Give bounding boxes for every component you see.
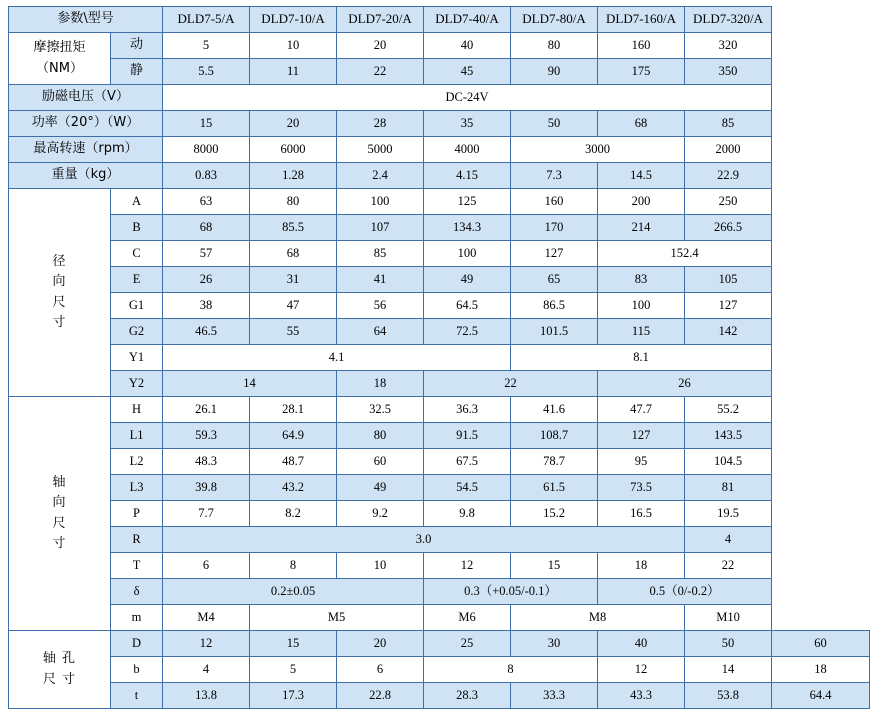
cell-Y1-0: 4.1 xyxy=(163,345,511,371)
cell-A-1: 80 xyxy=(250,189,337,215)
cell-b-0: 4 xyxy=(163,657,250,683)
specification-table xyxy=(8,6,870,709)
cell-L3-5: 73.5 xyxy=(598,475,685,501)
cell-D-3: 25 xyxy=(424,631,511,657)
row-dim-H xyxy=(9,397,870,423)
label-dim-E: E xyxy=(111,267,163,293)
cell-A-0: 63 xyxy=(163,189,250,215)
cell-D-0: 12 xyxy=(163,631,250,657)
cell-B-3: 134.3 xyxy=(424,215,511,241)
header-model-2: DLD7-20/A xyxy=(337,7,424,33)
cell-stat-4: 90 xyxy=(511,59,598,85)
cell-B-4: 170 xyxy=(511,215,598,241)
cell-dyn-3: 40 xyxy=(424,33,511,59)
cell-P-6: 19.5 xyxy=(685,501,772,527)
cell-L2-5: 95 xyxy=(598,449,685,475)
cell-T-5: 18 xyxy=(598,553,685,579)
cell-pow-6: 85 xyxy=(685,111,772,137)
cell-t-4: 33.3 xyxy=(511,683,598,709)
row-dim-Y1 xyxy=(9,345,870,371)
radial-label-2: 尺 xyxy=(52,294,67,310)
cell-b-3: 8 xyxy=(424,657,598,683)
cell-D-2: 20 xyxy=(337,631,424,657)
cell-D-4: 30 xyxy=(511,631,598,657)
row-dim-t xyxy=(9,683,870,709)
cell-Y2-3: 26 xyxy=(598,371,772,397)
cell-dyn-2: 20 xyxy=(337,33,424,59)
row-dim-R xyxy=(9,527,870,553)
row-dim-A xyxy=(9,189,870,215)
cell-G1-6: 127 xyxy=(685,293,772,319)
cell-b-2: 6 xyxy=(337,657,424,683)
cell-B-6: 266.5 xyxy=(685,215,772,241)
cell-T-0: 6 xyxy=(163,553,250,579)
label-dim-T: T xyxy=(111,553,163,579)
row-dim-b xyxy=(9,657,870,683)
friction-torque-line1: 摩擦扭矩 xyxy=(33,40,86,56)
axial-label-2: 尺 xyxy=(52,515,67,531)
cell-stat-3: 45 xyxy=(424,59,511,85)
cell-L1-5: 127 xyxy=(598,423,685,449)
row-friction-torque-dynamic xyxy=(9,33,870,59)
row-max-speed xyxy=(9,137,870,163)
cell-P-4: 15.2 xyxy=(511,501,598,527)
label-dim-delta: δ xyxy=(111,579,163,605)
row-weight xyxy=(9,163,870,189)
cell-P-1: 8.2 xyxy=(250,501,337,527)
cell-L3-3: 54.5 xyxy=(424,475,511,501)
cell-B-0: 68 xyxy=(163,215,250,241)
cell-C-3: 100 xyxy=(424,241,511,267)
header-model-1: DLD7-10/A xyxy=(250,7,337,33)
cell-E-5: 83 xyxy=(598,267,685,293)
header-model-3: DLD7-40/A xyxy=(424,7,511,33)
cell-L2-6: 104.5 xyxy=(685,449,772,475)
cell-spd-4: 3000 xyxy=(511,137,685,163)
row-dim-C xyxy=(9,241,870,267)
row-power xyxy=(9,111,870,137)
cell-H-1: 28.1 xyxy=(250,397,337,423)
cell-t-2: 22.8 xyxy=(337,683,424,709)
cell-L1-3: 91.5 xyxy=(424,423,511,449)
header-param-model: 参数\型号 xyxy=(9,7,163,33)
cell-D-7: 60 xyxy=(772,631,870,657)
cell-L1-4: 108.7 xyxy=(511,423,598,449)
bore-label-line2: 尺 寸 xyxy=(42,671,77,687)
cell-pow-5: 68 xyxy=(598,111,685,137)
label-dynamic: 动 xyxy=(111,33,163,59)
label-dim-L1: L1 xyxy=(111,423,163,449)
label-max-speed: 最高转速（rpm） xyxy=(9,137,163,163)
cell-G1-0: 38 xyxy=(163,293,250,319)
cell-G2-6: 142 xyxy=(685,319,772,345)
axial-label-0: 轴 xyxy=(52,475,67,491)
cell-H-6: 55.2 xyxy=(685,397,772,423)
cell-delta-1: 0.3（+0.05/-0.1） xyxy=(424,579,598,605)
cell-H-0: 26.1 xyxy=(163,397,250,423)
group-axial-dimensions xyxy=(9,397,111,631)
cell-E-6: 105 xyxy=(685,267,772,293)
cell-B-2: 107 xyxy=(337,215,424,241)
label-dim-A: A xyxy=(111,189,163,215)
cell-D-5: 40 xyxy=(598,631,685,657)
cell-m-0: M4 xyxy=(163,605,250,631)
cell-L1-6: 143.5 xyxy=(685,423,772,449)
group-bore-dimensions xyxy=(9,631,111,709)
cell-t-6: 53.8 xyxy=(685,683,772,709)
cell-wt-3: 4.15 xyxy=(424,163,511,189)
cell-A-4: 160 xyxy=(511,189,598,215)
cell-m-3: M8 xyxy=(511,605,685,631)
cell-G2-5: 115 xyxy=(598,319,685,345)
cell-Y2-2: 22 xyxy=(424,371,598,397)
header-model-6: DLD7-320/A xyxy=(685,7,772,33)
cell-B-5: 214 xyxy=(598,215,685,241)
header-model-0: DLD7-5/A xyxy=(163,7,250,33)
cell-D-1: 15 xyxy=(250,631,337,657)
row-dim-Y2 xyxy=(9,371,870,397)
label-weight: 重量（kg） xyxy=(9,163,163,189)
label-dim-Y2: Y2 xyxy=(111,371,163,397)
cell-R-0: 3.0 xyxy=(163,527,685,553)
cell-L1-1: 64.9 xyxy=(250,423,337,449)
row-dim-L3 xyxy=(9,475,870,501)
cell-wt-6: 22.9 xyxy=(685,163,772,189)
cell-wt-2: 2.4 xyxy=(337,163,424,189)
cell-C-1: 68 xyxy=(250,241,337,267)
label-power: 功率（20°）（W） xyxy=(9,111,163,137)
cell-stat-1: 11 xyxy=(250,59,337,85)
cell-L3-0: 39.8 xyxy=(163,475,250,501)
cell-D-6: 50 xyxy=(685,631,772,657)
cell-H-2: 32.5 xyxy=(337,397,424,423)
cell-G1-4: 86.5 xyxy=(511,293,598,319)
cell-C-5: 152.4 xyxy=(598,241,772,267)
label-dim-C: C xyxy=(111,241,163,267)
cell-dyn-6: 320 xyxy=(685,33,772,59)
cell-pow-0: 15 xyxy=(163,111,250,137)
cell-m-4: M10 xyxy=(685,605,772,631)
cell-dyn-5: 160 xyxy=(598,33,685,59)
cell-P-2: 9.2 xyxy=(337,501,424,527)
cell-delta-2: 0.5（0/-0.2） xyxy=(598,579,772,605)
cell-A-3: 125 xyxy=(424,189,511,215)
cell-E-1: 31 xyxy=(250,267,337,293)
row-dim-L2 xyxy=(9,449,870,475)
table-header-row xyxy=(9,7,870,33)
cell-spd-1: 6000 xyxy=(250,137,337,163)
cell-b-1: 5 xyxy=(250,657,337,683)
bore-label-line1: 轴 孔 xyxy=(42,651,77,667)
row-dim-m xyxy=(9,605,870,631)
label-dim-b: b xyxy=(111,657,163,683)
cell-G1-1: 47 xyxy=(250,293,337,319)
cell-L2-2: 60 xyxy=(337,449,424,475)
cell-m-2: M6 xyxy=(424,605,511,631)
cell-T-3: 12 xyxy=(424,553,511,579)
cell-L3-1: 43.2 xyxy=(250,475,337,501)
cell-T-1: 8 xyxy=(250,553,337,579)
cell-t-0: 13.8 xyxy=(163,683,250,709)
cell-G2-1: 55 xyxy=(250,319,337,345)
cell-excitation-voltage: DC-24V xyxy=(163,85,772,111)
cell-b-6: 18 xyxy=(772,657,870,683)
cell-t-1: 17.3 xyxy=(250,683,337,709)
row-excitation-voltage xyxy=(9,85,870,111)
row-dim-P xyxy=(9,501,870,527)
row-dim-delta xyxy=(9,579,870,605)
label-dim-L2: L2 xyxy=(111,449,163,475)
radial-label-0: 径 xyxy=(52,254,67,270)
cell-spd-5: 2000 xyxy=(685,137,772,163)
cell-pow-3: 35 xyxy=(424,111,511,137)
row-dim-G1 xyxy=(9,293,870,319)
cell-E-3: 49 xyxy=(424,267,511,293)
cell-t-7: 64.4 xyxy=(772,683,870,709)
cell-A-6: 250 xyxy=(685,189,772,215)
label-dim-B: B xyxy=(111,215,163,241)
cell-G1-3: 64.5 xyxy=(424,293,511,319)
label-dim-L3: L3 xyxy=(111,475,163,501)
cell-stat-2: 22 xyxy=(337,59,424,85)
label-dim-D: D xyxy=(111,631,163,657)
cell-t-5: 43.3 xyxy=(598,683,685,709)
cell-G1-2: 56 xyxy=(337,293,424,319)
cell-t-3: 28.3 xyxy=(424,683,511,709)
cell-dyn-1: 10 xyxy=(250,33,337,59)
row-dim-B xyxy=(9,215,870,241)
cell-E-0: 26 xyxy=(163,267,250,293)
label-dim-R: R xyxy=(111,527,163,553)
cell-R-1: 4 xyxy=(685,527,772,553)
cell-E-4: 65 xyxy=(511,267,598,293)
cell-P-0: 7.7 xyxy=(163,501,250,527)
label-dim-G1: G1 xyxy=(111,293,163,319)
cell-dyn-0: 5 xyxy=(163,33,250,59)
cell-stat-0: 5.5 xyxy=(163,59,250,85)
cell-G2-4: 101.5 xyxy=(511,319,598,345)
cell-L2-4: 78.7 xyxy=(511,449,598,475)
label-dim-G2: G2 xyxy=(111,319,163,345)
cell-delta-0: 0.2±0.05 xyxy=(163,579,424,605)
cell-wt-5: 14.5 xyxy=(598,163,685,189)
label-dim-t: t xyxy=(111,683,163,709)
cell-H-3: 36.3 xyxy=(424,397,511,423)
cell-T-6: 22 xyxy=(685,553,772,579)
cell-L3-2: 49 xyxy=(337,475,424,501)
cell-L1-0: 59.3 xyxy=(163,423,250,449)
label-static: 静 xyxy=(111,59,163,85)
cell-wt-1: 1.28 xyxy=(250,163,337,189)
cell-stat-6: 350 xyxy=(685,59,772,85)
cell-T-2: 10 xyxy=(337,553,424,579)
row-dim-D xyxy=(9,631,870,657)
cell-A-5: 200 xyxy=(598,189,685,215)
cell-L3-4: 61.5 xyxy=(511,475,598,501)
cell-G2-0: 46.5 xyxy=(163,319,250,345)
row-dim-L1 xyxy=(9,423,870,449)
cell-G2-3: 72.5 xyxy=(424,319,511,345)
cell-Y1-1: 8.1 xyxy=(511,345,772,371)
label-dim-P: P xyxy=(111,501,163,527)
cell-P-5: 16.5 xyxy=(598,501,685,527)
cell-L2-1: 48.7 xyxy=(250,449,337,475)
cell-Y2-1: 18 xyxy=(337,371,424,397)
cell-pow-2: 28 xyxy=(337,111,424,137)
cell-pow-4: 50 xyxy=(511,111,598,137)
label-dim-m: m xyxy=(111,605,163,631)
cell-dyn-4: 80 xyxy=(511,33,598,59)
cell-Y2-0: 14 xyxy=(163,371,337,397)
cell-G2-2: 64 xyxy=(337,319,424,345)
cell-wt-0: 0.83 xyxy=(163,163,250,189)
cell-pow-1: 20 xyxy=(250,111,337,137)
cell-H-5: 47.7 xyxy=(598,397,685,423)
cell-C-4: 127 xyxy=(511,241,598,267)
label-dim-H: H xyxy=(111,397,163,423)
cell-spd-3: 4000 xyxy=(424,137,511,163)
radial-label-3: 寸 xyxy=(52,314,67,330)
cell-L1-2: 80 xyxy=(337,423,424,449)
cell-G1-5: 100 xyxy=(598,293,685,319)
row-friction-torque-static xyxy=(9,59,870,85)
cell-P-3: 9.8 xyxy=(424,501,511,527)
label-excitation-voltage: 励磁电压（V） xyxy=(9,85,163,111)
cell-L2-3: 67.5 xyxy=(424,449,511,475)
radial-label-1: 向 xyxy=(52,274,67,290)
cell-H-4: 41.6 xyxy=(511,397,598,423)
header-model-4: DLD7-80/A xyxy=(511,7,598,33)
friction-torque-line2: （NM） xyxy=(36,60,83,76)
cell-spd-0: 8000 xyxy=(163,137,250,163)
label-dim-Y1: Y1 xyxy=(111,345,163,371)
cell-b-4: 12 xyxy=(598,657,685,683)
axial-label-3: 寸 xyxy=(52,535,67,551)
cell-E-2: 41 xyxy=(337,267,424,293)
header-model-5: DLD7-160/A xyxy=(598,7,685,33)
group-radial-dimensions xyxy=(9,189,111,397)
cell-stat-5: 175 xyxy=(598,59,685,85)
row-dim-T xyxy=(9,553,870,579)
cell-wt-4: 7.3 xyxy=(511,163,598,189)
cell-T-4: 15 xyxy=(511,553,598,579)
cell-L2-0: 48.3 xyxy=(163,449,250,475)
cell-L3-6: 81 xyxy=(685,475,772,501)
cell-spd-2: 5000 xyxy=(337,137,424,163)
cell-B-1: 85.5 xyxy=(250,215,337,241)
row-dim-G2 xyxy=(9,319,870,345)
label-friction-torque xyxy=(9,33,111,85)
cell-C-2: 85 xyxy=(337,241,424,267)
cell-m-1: M5 xyxy=(250,605,424,631)
cell-C-0: 57 xyxy=(163,241,250,267)
row-dim-E xyxy=(9,267,870,293)
cell-b-5: 14 xyxy=(685,657,772,683)
cell-A-2: 100 xyxy=(337,189,424,215)
axial-label-1: 向 xyxy=(52,495,67,511)
